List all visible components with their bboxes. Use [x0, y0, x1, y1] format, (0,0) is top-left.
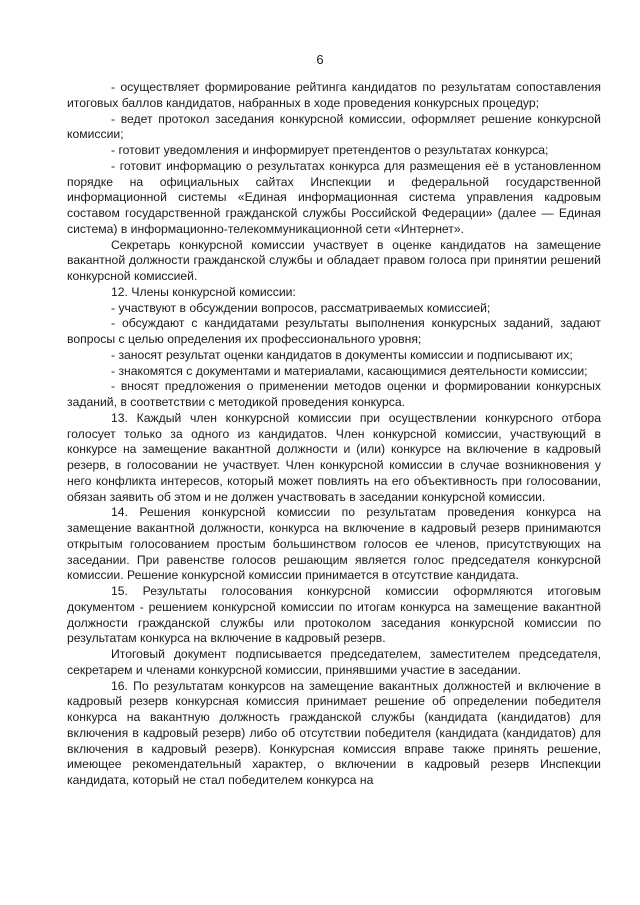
- paragraph: 12. Члены конкурсной комиссии:: [111, 284, 296, 299]
- paragraph: - участвуют в обсуждении вопросов, рассматриваемых комиссией;: [111, 300, 491, 315]
- paragraph: - вносят предложения о применении методов оценки и формировании конкурсных заданий, в соответствии с методикой проведения конкурса.: [67, 379, 601, 409]
- paragraph: - обсуждают с кандидатами результаты выполнения конкурсных заданий, задают вопросы с целью определения их профессионального уровня;: [67, 316, 601, 346]
- paragraph: 14. Решения конкурсной комиссии по результатам проведения конкурса на замещение вакантной должности, конкурса на включение в кадровый резерв принимаются открытым голосованием простым большинством голосов ее членов, присутствующих на заседании. При равенстве голосов решающим является голос председателя конкурсной комиссии. Решение конкурсной комиссии принимается в отсутствие кандидата.: [67, 505, 601, 583]
- paragraph: 16. По результатам конкурсов на замещение вакантных должностей и включение в кадровый резерв конкурсная комиссия принимает решение об определении победителя конкурса на вакантную должность гражданской службы (кандидата (кандидатов) для включения в кадровый резерв) либо об отсутствии победителя (кандидата (кандидатов) для включения в кадровый резерв). Конкурсная комиссия вправе также принять решение, имеющее рекомендательный характер, о включении в кадровый резерв Инспекции кандидата, который не стал победителем конкурса на: [67, 678, 601, 787]
- page-number: 6: [316, 52, 324, 67]
- paragraph: - готовит уведомления и информирует претендентов о результатах конкурса;: [111, 143, 549, 157]
- paragraph: - ведет протокол заседания конкурсной комиссии, оформляет решение конкурсной комиссии;: [67, 111, 601, 142]
- paragraph: - заносят результат оценки кандидатов в документы комиссии и подписывают их;: [111, 347, 573, 362]
- paragraph: Секретарь конкурсной комиссии участвует в оценке кандидатов на замещение вакантной должности гражданской службы и обладает правом голоса при принятии решений конкурсной комиссией.: [67, 237, 601, 283]
- paragraph: 15. Результаты голосования конкурсной комиссии оформляются итоговым документом - решением конкурсной комиссии по итогам конкурса на замещение вакантной должности гражданской службы или протоколом заседания конкурсной комиссии по результатам конкурса на включение в кадровый резерв.: [67, 584, 601, 646]
- paragraph: - осуществляет формирование рейтинга кандидатов по результатам сопоставления итоговых баллов кандидатов, набранных в ходе проведения конкурсных процедур;: [67, 80, 601, 110]
- paragraph: Итоговый документ подписывается председателем, заместителем председателя, секретарем и членами конкурсной комиссии, принявшими участие в заседании.: [67, 647, 601, 677]
- paragraph: - готовит информацию о результатах конкурса для размещения её в установленном порядке на официальных сайтах Инспекции и федеральной государственной информационной системы «Единая информационная система управления кадровым составом государственной гражданской службы Российской Федерации» (далее — Единая система) в информационно-телекоммуникационной сети «Интернет».: [67, 158, 601, 236]
- paragraph: - знакомятся с документами и материалами, касающимися деятельности комиссии;: [111, 363, 588, 378]
- paragraph: 13. Каждый член конкурсной комиссии при осуществлении конкурсного отбора голосует только за одного из кандидатов. Член конкурсной комиссии, участвующий в конкурсе на замещение вакантной должности и (или) конкурсе на включение в кадровый резерв, в голосовании не участвует. Член конкурсной комиссии в случае возникновения у него конфликта интересов, который может повлиять на его объективность при голосовании, обязан заявить об этом и не должен участвовать в заседании конкурсной комиссии.: [67, 410, 601, 504]
- document-body: [67, 80, 601, 789]
